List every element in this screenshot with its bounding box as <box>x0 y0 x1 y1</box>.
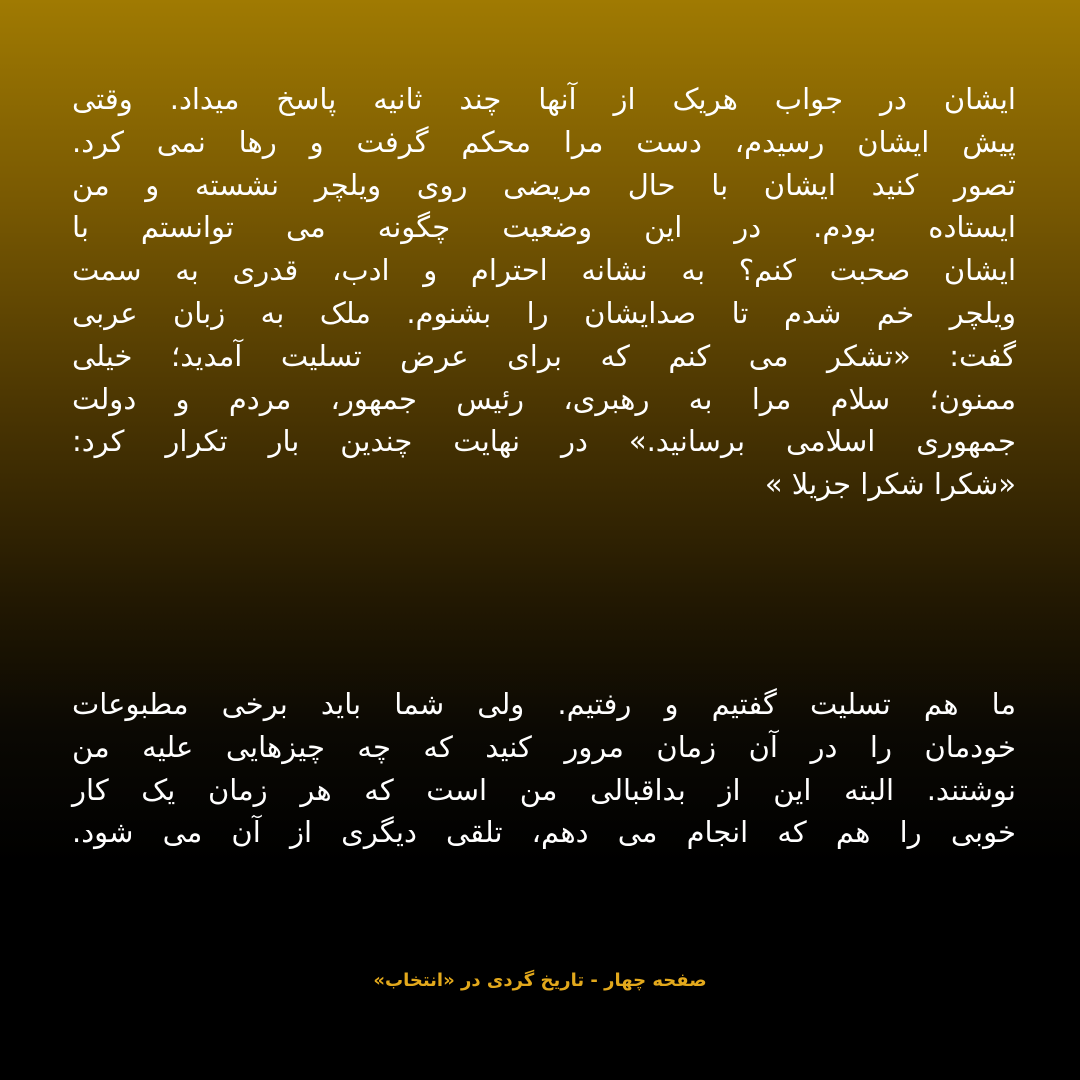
text-line: خوبی را هم که انجام می دهم، تلقی دیگری از آن می شود. <box>72 815 1016 850</box>
page-footer-caption: صفحه چهار - تاریخ گردی در «انتخاب» <box>373 970 707 991</box>
text-line: ممنون؛ سلام مرا به رهبری، رئیس جمهور، مردم و دولت <box>72 381 1016 416</box>
text-line: پیش ایشان رسیدم، دست مرا محکم گرفت و رها نمی کرد. <box>72 124 1016 159</box>
text-line: جمهوری اسلامی برسانید.» در نهایت چندین بار تکرار کرد: <box>72 424 1016 459</box>
text-line: «شکرا شکرا جزیلا » <box>764 467 1016 502</box>
text-line: گفت: «تشکر می کنم که برای عرض تسلیت آمدید؛ خیلی <box>72 338 1016 373</box>
text-line: ما هم تسلیت گفتیم و رفتیم. ولی شما باید برخی مطبوعات <box>72 687 1016 721</box>
text-line: ایشان در جواب هریک از آنها چند ثانیه پاسخ میداد. وقتی <box>72 82 1016 116</box>
text-line: ایستاده بودم. در این وضعیت چگونه می توانستم با <box>72 210 1016 245</box>
paragraph-2 <box>72 683 1016 854</box>
text-line: نوشتند. البته این از بداقبالی من است که هر زمان یک کار <box>72 772 1016 807</box>
text-line: خودمان را در آن زمان مرور کنید که چه چیزهایی علیه من <box>72 729 1016 764</box>
paragraph-1 <box>72 78 1016 506</box>
text-line: ویلچر خم شدم تا صدایشان را بشنوم. ملک به زبان عربی <box>72 295 1016 330</box>
text-line: تصور کنید ایشان با حال مریضی روی ویلچر نشسته و من <box>72 167 1016 202</box>
text-line: ایشان صحبت کنم؟ به نشانه احترام و ادب، قدری به سمت <box>72 253 1016 288</box>
